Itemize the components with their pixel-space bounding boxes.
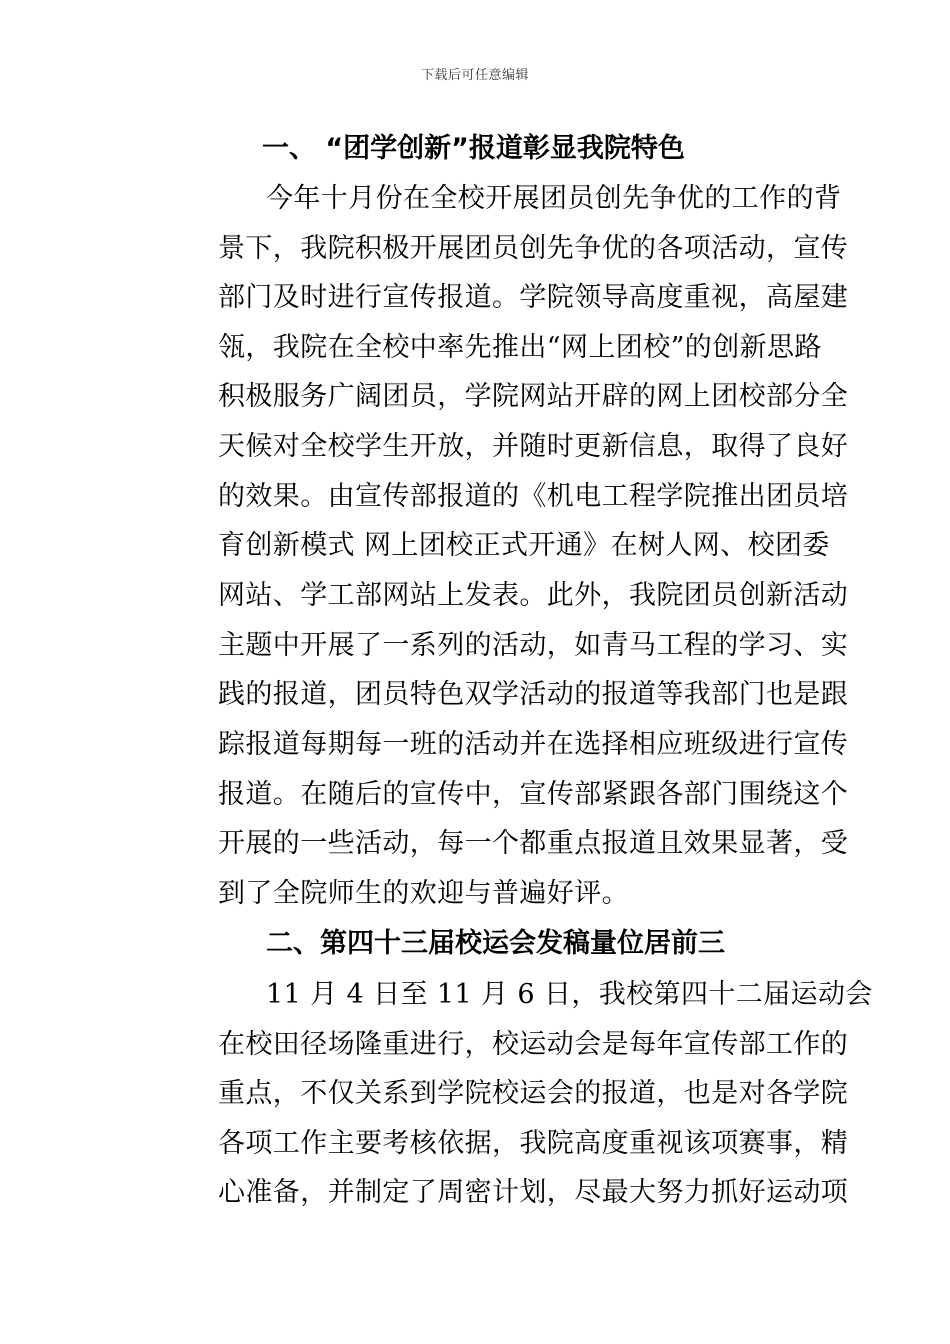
section-1-line: 到了全院师生的欢迎与普遍好评。 bbox=[218, 878, 629, 909]
section-2-line: 在校田径场隆重进行，校运动会是每年宣传部工作的 bbox=[218, 1029, 849, 1060]
section-2-line: 11 月 4 日至 11 月 6 日，我校第四十二届运动会 bbox=[266, 979, 873, 1010]
section-1-line: 部门及时进行宣传报道。学院领导高度重视，高屋建 bbox=[218, 282, 849, 313]
section-1-line: 景下，我院积极开展团员创先争优的各项活动，宣传 bbox=[218, 233, 849, 264]
section-1-line: 踪报道每期每一班的活动并在选择相应班级进行宣传 bbox=[218, 729, 849, 760]
section-1-line: 瓴，我院在全校中率先推出“网上团校”的创新思路 bbox=[218, 332, 822, 363]
section-1-line: 践的报道，团员特色双学活动的报道等我部门也是跟 bbox=[218, 679, 849, 710]
section-1-line: 今年十月份在全校开展团员创先争优的工作的背 bbox=[266, 183, 842, 214]
section-2-line: 重点，不仅关系到学院校运会的报道，也是对各学院 bbox=[218, 1078, 849, 1109]
header-note: 下载后可任意编辑 bbox=[420, 68, 529, 83]
section-1-line: 网站、学工部网站上发表。此外，我院团员创新活动 bbox=[218, 580, 849, 611]
section-1-line: 开展的一些活动，每一个都重点报道且效果显著，受 bbox=[218, 828, 849, 859]
section-1-line: 报道。在随后的宣传中，宣传部紧跟各部门围绕这个 bbox=[218, 779, 849, 810]
section-1-line: 天候对全校学生开放，并随时更新信息，取得了良好 bbox=[218, 431, 849, 462]
section-1-line: 的效果。由宣传部报道的《机电工程学院推出团员培 bbox=[218, 481, 849, 512]
section-1-line: 育创新模式 网上团校正式开通》在树人网、校团委 bbox=[218, 530, 830, 561]
section-2-heading: 二、第四十三届校运会发稿量位居前三 bbox=[266, 928, 725, 959]
section-1-line: 积极服务广阔团员，学院网站开辟的网上团校部分全 bbox=[218, 381, 849, 412]
section-1-line: 主题中开展了一系列的活动，如青马工程的学习、实 bbox=[218, 630, 849, 661]
section-2-line: 各项工作主要考核依据，我院高度重视该项赛事，精 bbox=[218, 1128, 849, 1159]
section-1-heading: 一、 “团学创新”报道彰显我院特色 bbox=[262, 133, 685, 164]
section-2-line: 心准备，并制定了周密计划，尽最大努力抓好运动项 bbox=[218, 1177, 849, 1208]
